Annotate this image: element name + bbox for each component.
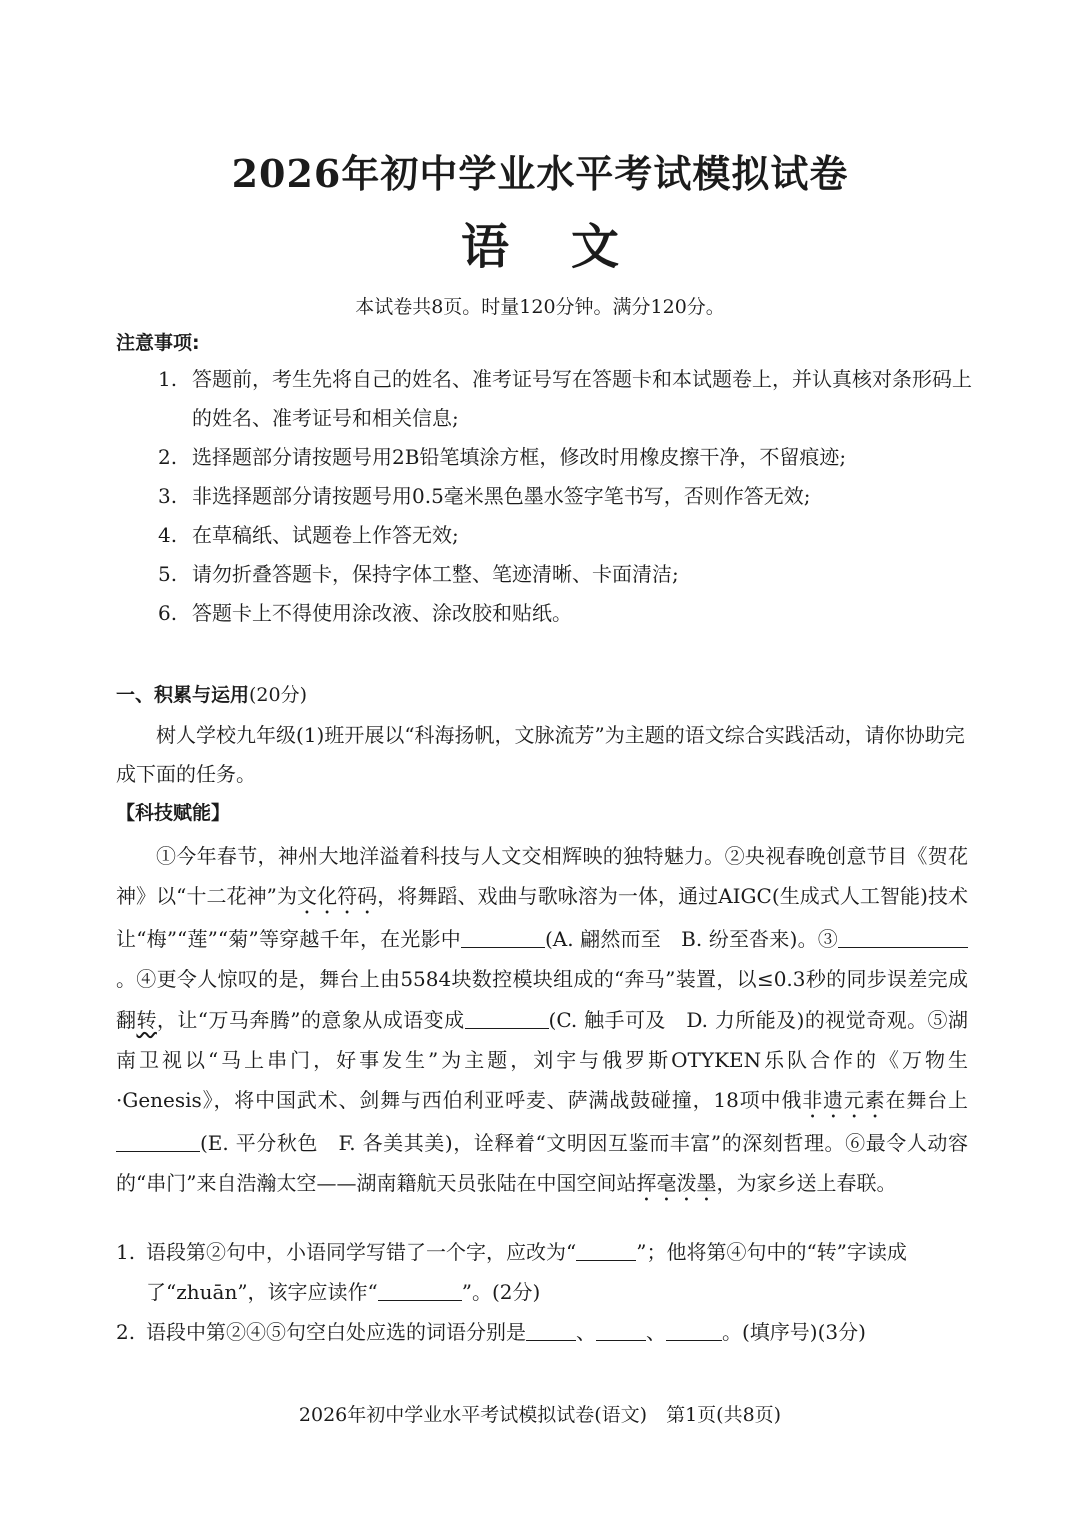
answer-blank[interactable] bbox=[465, 1008, 549, 1029]
answer-blank[interactable] bbox=[576, 1240, 636, 1261]
answer-blank[interactable] bbox=[378, 1280, 462, 1301]
notice-item: 1. 答题前，考生先将自己的姓名、准考证号写在答题卡和本试题卷上，并认真核对条形码上的姓名、准考证号和相关信息; bbox=[158, 367, 972, 430]
section-heading: 一、积累与运用(20分) bbox=[116, 684, 308, 706]
question-item: 1. 语段第②句中，小语同学写错了一个字，应改为“ ”；他将第④句中的“转”字读成了“zhuān”，该字应读作“ ”。(2分) bbox=[116, 1240, 907, 1304]
answer-blank[interactable] bbox=[666, 1320, 722, 1341]
answer-blank[interactable] bbox=[526, 1320, 576, 1341]
page-footer: 2026年初中学业水平考试模拟试卷(语文) 第1页(共8页) bbox=[298, 1404, 782, 1426]
reading-passage: ①今年春节，神州大地洋溢着科技与人文交相辉映的独特魅力。②央视春晚创意节目《贺花神》以“十二花神”为文化符码，将舞蹈、戏曲与歌咏溶为一体，通过AIGC(生成式人工智能)技术让“梅”“莲”“菊”等穿越千年，在光影中 (A. 翩然而至 B. 纷至沓来)。③。④更令人惊叹的是，舞台上由5584块数控模块组成的“奔马”装置，以≤0.3秒的同步误差完成翻转，让“万马奔腾”的意象从成语变成 (C. 触手可及 D. 力所能及)的视觉奇观。⑤湖南卫视以“马上串门，好事发生”为主题，刘宇与俄罗斯OTYKEN乐队合作的《万物生·Genesis》，将中国武术、剑舞与西伯利亚呼麦、萨满战鼓碰撞，18项中俄非遗元素在舞台上(E. 平分秋色 F. 各美其美)，诠释着“文明因互鉴而丰富”的深刻哲理。⑥最令人动容的“串门”来自浩瀚太空——湖南籍航天员张陆在中国空间站挥毫泼墨，为家乡送上春联。 bbox=[116, 844, 969, 1196]
notice-heading: 注意事项: bbox=[116, 332, 200, 354]
answer-blank[interactable] bbox=[461, 927, 545, 948]
notice-item: 6. 答题卡上不得使用涂改液、涂改胶和贴纸。 bbox=[158, 601, 572, 625]
answer-blank[interactable] bbox=[838, 927, 968, 948]
emphasized-phrase: 文化符码 bbox=[297, 884, 378, 909]
answer-blank[interactable] bbox=[116, 1131, 200, 1152]
notice-item: 4. 在草稿纸、试题卷上作答无效; bbox=[158, 523, 459, 547]
exam-title: 2026年初中学业水平考试模拟试卷 bbox=[231, 151, 849, 196]
notice-list bbox=[116, 360, 976, 633]
task-heading: 【科技赋能】 bbox=[116, 802, 231, 824]
wavy-underlined-char: 转 bbox=[136, 1007, 157, 1032]
emphasized-phrase: 非遗元素 bbox=[802, 1088, 886, 1113]
notice-item: 3. 非选择题部分请按题号用0.5毫米黑色墨水签字笔书写，否则作答无效; bbox=[158, 484, 811, 508]
answer-blank[interactable] bbox=[596, 1320, 646, 1341]
section-score: (20分) bbox=[249, 684, 308, 706]
question-list bbox=[116, 1232, 968, 1352]
subject-title: 语文 bbox=[460, 219, 681, 275]
section-intro: 树人学校九年级(1)班开展以“科海扬帆，文脉流芳”为主题的语文综合实践活动，请你协助完成下面的任务。 bbox=[116, 723, 965, 786]
question-item: 2. 语段中第②④⑤句空白处应选的词语分别是 、 、 。(填序号)(3分) bbox=[116, 1320, 866, 1344]
exam-meta: 本试卷共8页。时量120分钟。满分120分。 bbox=[355, 296, 725, 318]
notice-item: 5. 请勿折叠答题卡，保持字体工整、笔迹清晰、卡面清洁; bbox=[158, 562, 679, 586]
emphasized-phrase: 挥毫泼墨 bbox=[636, 1171, 717, 1196]
notice-item: 2. 选择题部分请按题号用2B铅笔填涂方框，修改时用橡皮擦干净，不留痕迹; bbox=[158, 445, 847, 469]
